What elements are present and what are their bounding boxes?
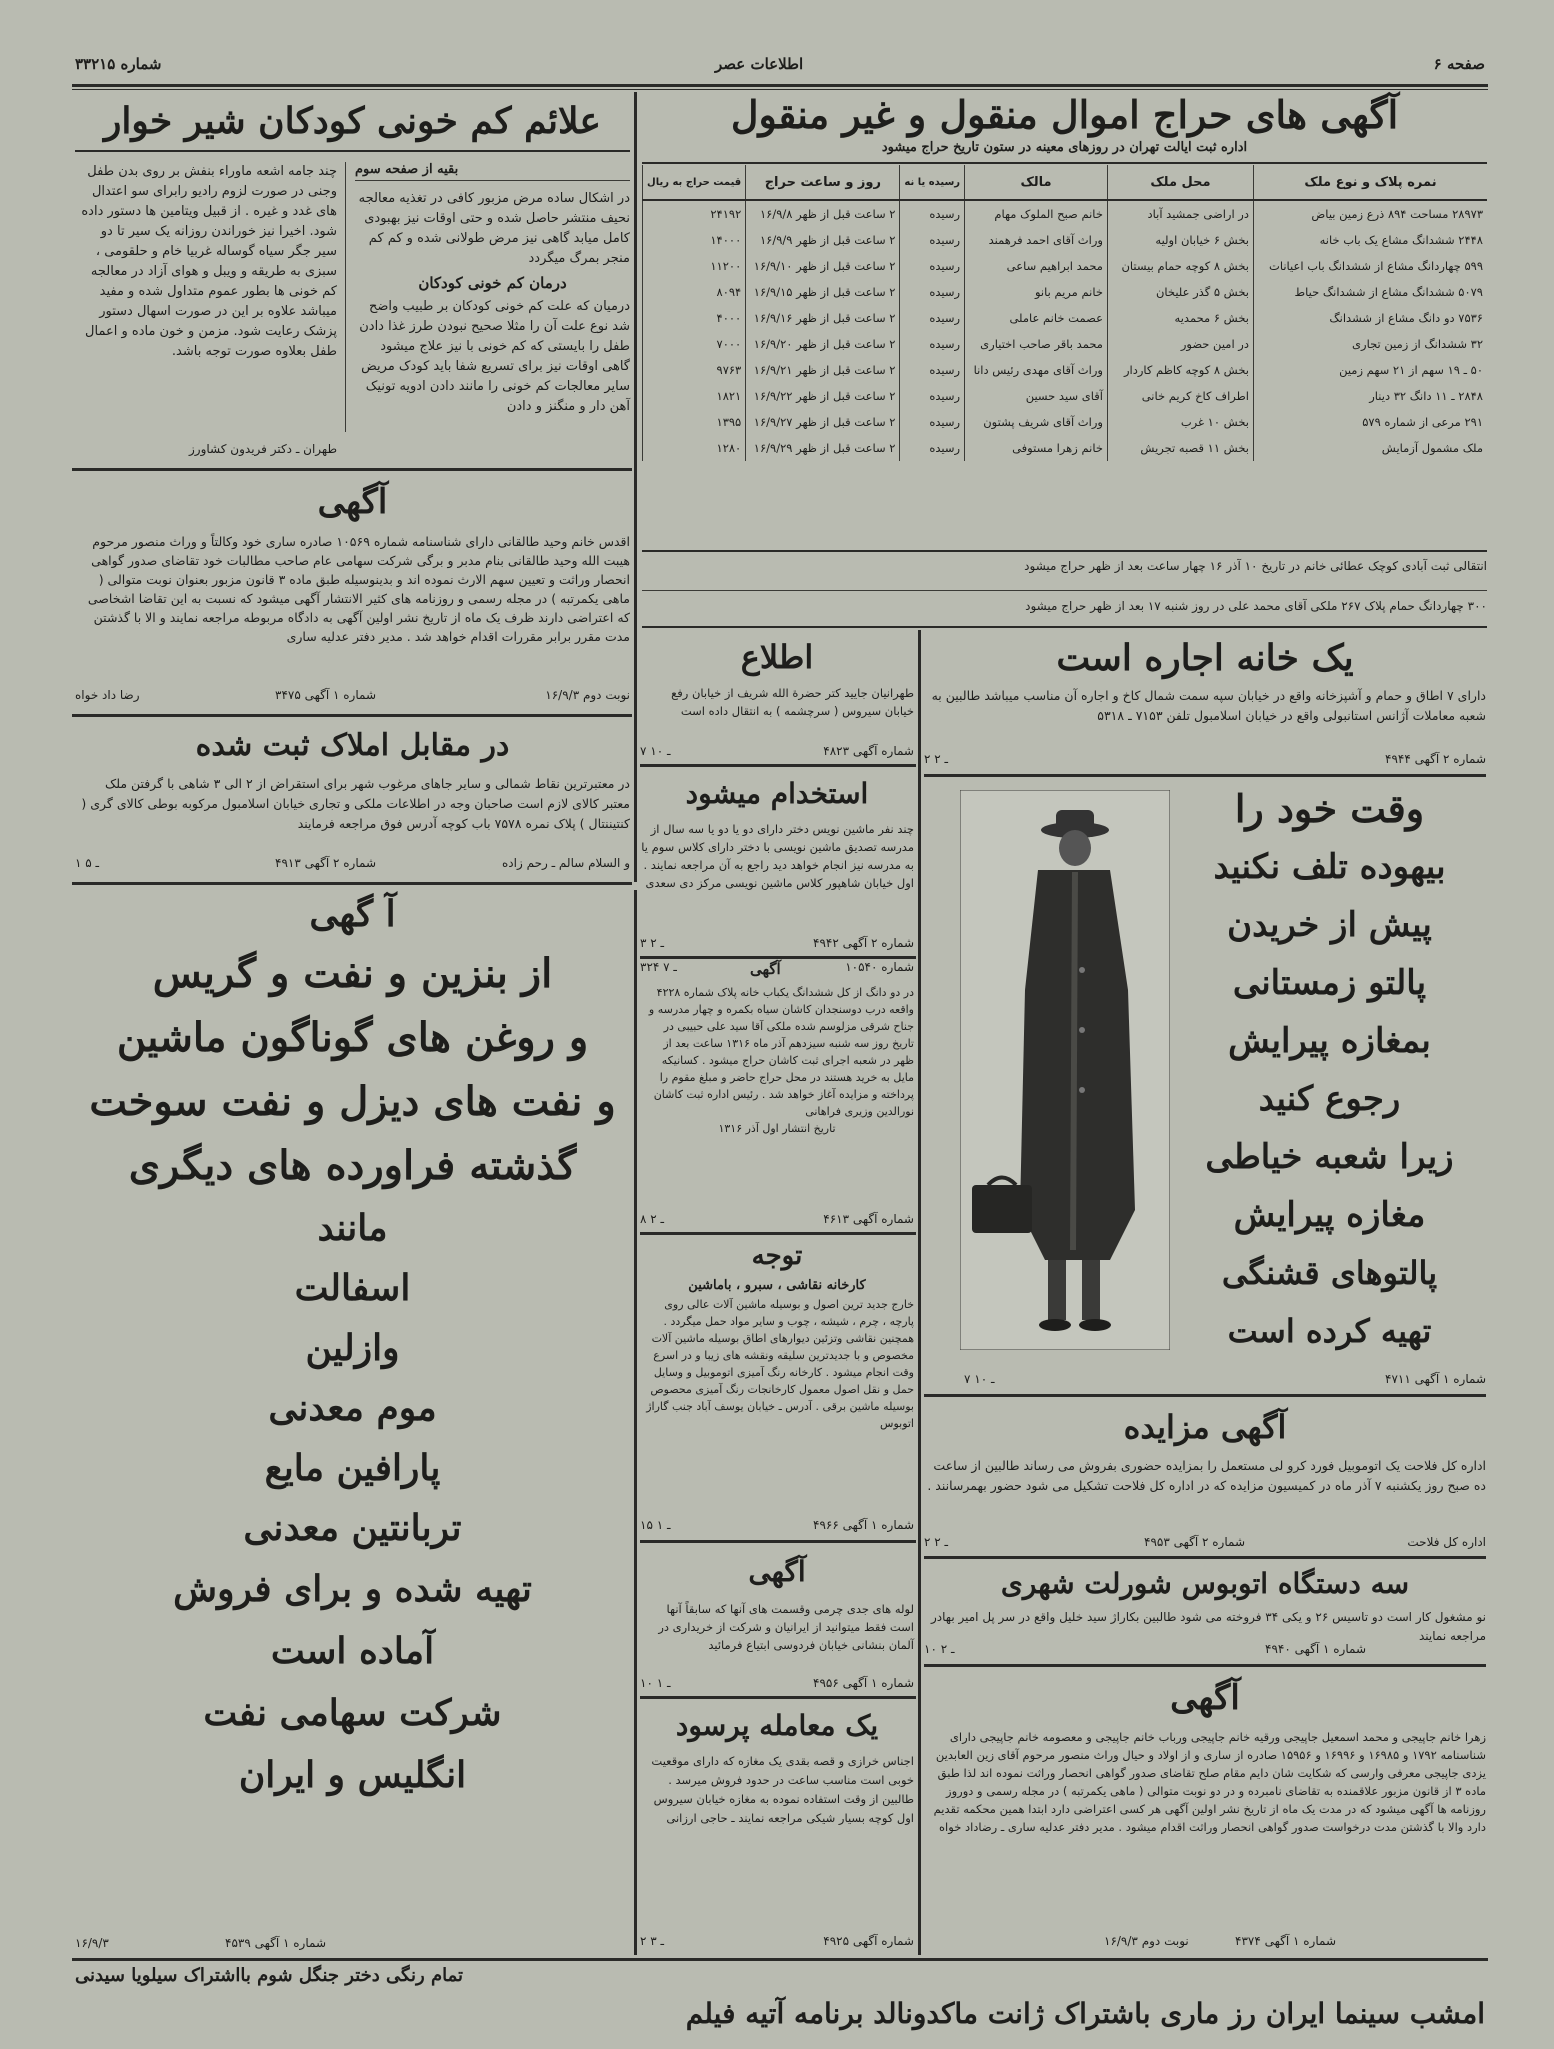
petroleum-line: از بنزین و نفت و گریس <box>152 950 553 997</box>
attention-body: خارج جدید ترین اصول و بوسیله ماشین آلات عالی روی پارچه ، چرم ، شیشه ، چوب و سایر مواد حمل میگردد . همچنین نقاشی وتزئین دیوارهای اطاق بوسیله ماشین آلات مخصوص و با جدیدترین سلیقه ونقشه های زیبا و در اسرع وقت انجام میشود . کارخانه رنگ آمیزی اتوموبیل و وسایل حمل و نقل اصول معمول کارخانجات رنگ آمیزی محصوص بوسیله ماشین برقی . آدرس ـ خیابان یوسف آباد جنب گاراژ اتوبوس <box>646 1298 914 1430</box>
bus-footer-right: شماره ۱ آگهی ۴۹۴۰ <box>1265 1642 1366 1656</box>
registered-ad <box>75 718 630 878</box>
notice-4-footer-right: شماره ۱ آگهی ۴۳۷۴ <box>1235 1934 1336 1948</box>
house-rent-footer-left: ۲ ـ ۲ <box>924 752 949 766</box>
col-header: نمره پلاک و نوع ملک <box>1253 165 1487 200</box>
table-row: ۲۸۹۷۳ مساحت ۸۹۴ ذرع زمین بیاض در اراضی جمشید آباد خانم صبح الملوک مهام رسیده ۲ ساعت قبل از ظهر ۱۶/۹/۸ ۲۴۱۹۲ <box>643 200 1488 227</box>
bus-title: سه دستگاه اتوبوس شورلت شهری <box>1000 1567 1410 1600</box>
auction-2-body: اداره کل فلاحت یک اتوموبیل فورد کرو لی مستعمل را بمزایده حضوری بفروش می رساند طالبین از ساعت ده صبح روز یکشنبه ۷ آذر ماه در کمیسیون مزایده که در اداره کل فلاحت تشکیل می شود حضور بهمرسانند . <box>927 1458 1486 1493</box>
notice-4 <box>924 1668 1486 1952</box>
petroleum-line: وازلین <box>305 1327 400 1369</box>
hiring-footer-right: شماره ۲ آگهی ۴۹۴۲ <box>813 936 914 950</box>
auction-title: آگهی های حراج اموال منقول و غیر منقول <box>730 92 1399 137</box>
house-rent-body: دارای ۷ اطاق و حمام و آشپزخانه واقع در خیابان سپه سمت شمال کاخ و اجاره آن مناسب میباشد طالبین به شعبه معاملات آژانس استانبولی واقع در خیابان اسلامبول تلفن ۷۱۵۳ ـ ۵۳۱۸ <box>931 688 1486 723</box>
notice-4-footer-left: نوبت دوم ۱۶/۹/۳ <box>1104 1934 1189 1948</box>
ettela-body: طهرانیان جایید کتر حضرة الله شریف از خیابان رفع خیابان سیروس ( سرچشمه ) به انتقال داده است <box>671 686 914 718</box>
coat-line: تهیه کرده است <box>1227 1312 1432 1350</box>
notice-1-footer-left: رضا داد خواه <box>75 688 140 702</box>
coat-line: رجوع کنید <box>1258 1079 1401 1119</box>
coat-line: بیهوده تلف نکنید <box>1213 847 1446 887</box>
hiring-footer-left: ۳ ـ ۲ <box>640 936 665 950</box>
auction-footer-1: انتقالی ثبت آبادی کوچک عطائی خانم در تاریخ ۱۰ آذر ۱۶ چهار ساعت بعد از ظهر حراج میشود <box>1024 559 1487 573</box>
coat-line: پالتو زمستانی <box>1232 963 1427 1003</box>
infant-title: علائم کم خونی کودکان شیر خوار <box>75 92 630 152</box>
coat-figure <box>960 790 1170 1350</box>
cinema-banner <box>75 1962 1485 2042</box>
attention-footer-right: شماره ۱ آگهی ۴۹۶۶ <box>813 1518 914 1532</box>
issue-number: شماره ۳۳۲۱۵ <box>75 55 162 73</box>
notice-2-date: تاریخ انتشار اول آذر ۱۳۱۶ <box>718 1122 836 1135</box>
col-header: محل ملک <box>1107 165 1253 200</box>
coat-line: پالتوهای قشنگی <box>1221 1254 1438 1292</box>
petroleum-line: تربانتین معدنی <box>243 1507 462 1549</box>
notice-3 <box>640 1544 914 1694</box>
infant-col1: چند جامه اشعه ماوراء بنفش بر روی بدن طفل وجنی در صورت لزوم رادیو رابرای سو اعتدال های غدد و غیره . از قبیل ویتامین ها دستور داده شود. اخیرا نیز خوراندن روزانه یک سیر تا دو سیر جگر سیاه گوساله غربیا خام و حلقومی ، سبزی به طریقه و ویبل و هوای آزاد در معالجه کم خونی ها بطور عموم متداول شده و مفید میباشد علاوه بر این در صورت اسهال دستور پزشک رعایت شود. مزمن و خون ماده و اعمال طفل بعلاوه صورت توجه باشد. <box>81 164 337 359</box>
masthead-rule-2 <box>72 89 1488 90</box>
coat-ad <box>1172 780 1487 1370</box>
house-rent-title: یک خانه اجاره است <box>1056 637 1354 679</box>
registered-title: در مقابل املاک ثبت شده <box>195 728 510 763</box>
notice-2-body: در دو دانگ از کل ششدانگ یکباب خانه پلاک شماره ۴۲۲۸ واقعه درب دوسنجدان کاشان سیاه بکمره و چهار مدرسه و جناح شرقی مزلوسم شده ملکی آقا سید علی حبیبی در تاریخ روز سه شنبه سیزدهم آذر ماه ۱۳۱۶ ساعت بعد از ظهر در شعبه اجرای ثبت کاشان حراج میشود . کسانیکه مایل به خرید هستند در محل حراج حاضر و مبلغ مقوم را پرداخته و مزایده آغاز خواهد شد . رئیس اداره ثبت کاشان نورالدین وزیری فراهانی <box>648 986 914 1118</box>
infant-col2: در اشکال ساده مرض مزبور کافی در تغذیه معالجه نحیف منتشر حاصل شده و حتی اوقات نیز بهبودی کامل میابد گاهی نیز مرض طولانی شده و کم کم منجر بمرگ میگردد <box>358 191 630 266</box>
petroleum-line: انگلیس و ایران <box>238 1754 467 1796</box>
table-row: ملک مشمول آزمایش بخش ۱۱ قصبه تجریش خانم زهرا مستوفی رسیده ۲ ساعت قبل از ظهر ۱۶/۹/۲۹ ۱۲۸۰ <box>643 435 1488 461</box>
petroleum-title: آ گهی <box>309 893 396 935</box>
notice-1-footer-right: نوبت دوم ۱۶/۹/۳ <box>545 688 630 702</box>
house-rent-footer-right: شماره ۲ آگهی ۴۹۴۴ <box>1385 752 1486 766</box>
attention-subtitle: کارخانه نقاشی ، سبرو ، باماشین <box>688 1278 866 1293</box>
auction-2-title: آگهی مزایده <box>1123 1408 1287 1446</box>
col-rule-3 <box>918 630 921 1955</box>
notice-2 <box>640 960 914 1230</box>
ettela-ad <box>640 630 914 762</box>
col-rule-2 <box>634 890 637 1955</box>
auction-bottom-rule <box>642 550 1487 552</box>
auction-2-footer-left: ۲ ـ ۲ <box>924 1535 949 1549</box>
petroleum-line: مانند <box>317 1207 388 1249</box>
table-row: ۲۴۴۸ ششدانگ مشاع یک باب خانه بخش ۶ خیابان اولیه وراث آقای احمد فرهمند رسیده ۲ ساعت قبل از ظهر ۱۶/۹/۹ ۱۴۰۰۰ <box>643 227 1488 253</box>
auction-2-ad <box>924 1398 1486 1553</box>
table-row: ۲۸۴۸ ـ ۱۱ دانگ ۳۲ دینار اطراف کاخ کریم خانی آقای سید حسین رسیده ۲ ساعت قبل از ظهر ۱۶/۹/۲۲ ۱۸۲۱ <box>643 383 1488 409</box>
notice-2-header-right: شماره ۱۰۵۴۰ <box>845 960 914 974</box>
hiring-ad <box>640 768 914 954</box>
col-header: قیمت حراج به ریال <box>643 165 746 200</box>
petroleum-line: آماده است <box>270 1630 435 1672</box>
notice-1 <box>75 472 630 712</box>
dealer-body: اجناس خرازی و قصه بقدی یک مغازه که دارای موقعیت خوبی است مناسب ساعت در حدود فروش میرسد . طالبین از وقت استفاده نموده به مغازه خیابان سیروس اول کوچه بسیار شیکی مراجعه نمایند ـ حاجی ارزانی <box>651 1754 914 1825</box>
notice-2-header-mid: آگهی <box>750 960 781 978</box>
infant-col2b: درمیان که علت کم خونی کودکان بر طبیب واضح شد نوع علت آن را مثلا صحیح نبودن طرز غذا دادن طفل را بایستی که کم خونی با نیز علاج میشود گاهی اوقات نیز برای تسریع شفا باید کودک مریض سایر معالجات کم خونی را مانند دادن ادویه تونیک آهن دار و منگنز و دادن <box>359 299 630 414</box>
auction-2-footer-right: اداره کل فلاحت <box>1407 1535 1486 1549</box>
table-row: ۲۹۱ مرعی از شماره ۵۷۹ بخش ۱۰ غرب وراث آقای شریف پشتون رسیده ۲ ساعت قبل از ظهر ۱۶/۹/۲۷ ۱۳۹۵ <box>643 409 1488 435</box>
infant-article <box>75 92 630 462</box>
dealer-footer-right: شماره آگهی ۴۹۲۵ <box>823 1934 914 1948</box>
registered-body: در معتبرترین نقاط شمالی و سایر جاهای مرغوب شهر برای استقراض از ۲ الی ۳ شاهی با گرفتن ملک معتبر کالای لازم است صاحبان وجه در اطلاعات ملکی و تجاری خیابان اسلامبول مرکوبه بوطی کالای گری ( کنتیننتال ) پلاک نمره ۷۵۷۸ باب کوچه آدرس فوق مراجعه فرمایند <box>81 776 630 831</box>
dealer-title: یک معامله پرسود <box>675 1709 879 1742</box>
notice-1-body: اقدس خانم وحید طالقانی دارای شناسنامه شماره ۱۰۵۶۹ صادره ساری خود وکالتاً و وراث منصور مرحوم هیبت الله وحید طالقانی بنام مدبر و برگی شرکت سهامی عام صاحب مطالبات خود تقاضای صدور گواهی انحصار وراثت و تعیین سهم الارث نموده اند و بدینوسیله طبق ماده ۳ قانون مزبور بعنوان نوبت متوالی ( ماهی یکمرتبه ) در مجله رسمی و روزنامه های کثیر الانتشار آگهی میشود که نسبت به این تقاضا اشخاصی که اعتراضی دارند ظرف یک ماه از تاریخ نشر اولین آگهی به دادگاه مربوطه مراجعه نمایند و الا با گذشتن مدت مقرر برابر مقررات اقدام خواهد شد . مدیر دفتر عدلیه ساری <box>87 534 630 644</box>
treatment-title: درمان کم خونی کودکان <box>418 274 567 292</box>
notice-4-title: آگهی <box>1170 1678 1240 1718</box>
cinema-big: امشب سینما ایران رز ماری باشتراک ژانت ماکدونالد برنامه آتیه فیلم <box>685 1997 1485 2030</box>
petroleum-ad <box>75 886 630 1956</box>
dealer-ad <box>640 1700 914 1952</box>
bus-ad <box>924 1560 1486 1660</box>
petroleum-line: پارافین مایع <box>264 1447 441 1489</box>
house-rent-ad <box>924 630 1486 770</box>
attention-ad <box>640 1236 914 1536</box>
notice-1-title: آگهی <box>317 482 388 522</box>
registered-footer-right: ۱ ـ ۵ <box>75 856 100 870</box>
ettela-title: اطلاع <box>740 638 814 676</box>
hiring-title: استخدام میشود <box>685 777 869 810</box>
notice-3-body: لوله های جدی چرمی وقسمت های آنها که سابقاً آنها است فقط میتوانید از ایرانیان و شرکت از خریداری در آلمان بنشانی خیابان فردوسی ابتیاع فرمائید <box>658 1602 914 1652</box>
cinema-top-rule <box>72 1958 1488 1961</box>
auction-subtitle: اداره ثبت ایالت تهران در روزهای معینه در ستون تاریخ حراج میشود <box>881 140 1248 155</box>
masthead-rule <box>72 84 1488 87</box>
notice-2-header-left: ۳۲۴ ـ ۷ <box>640 960 677 974</box>
hiring-body: چند نفر ماشین نویس دختر دارای دو یا دو یا سه سال از مدرسه تصدیق ماشین نویسی با دختر دارای کلاس سوم یا به مدرسه نیز انجام خواهد دید راجع به آن مراجعه نمایند . اول خیابان شاهپور کلاس ماشین نویسی مرکز دی سعدی <box>641 822 914 890</box>
col-header: رسیده یا نه <box>900 165 965 200</box>
col-header: روز و ساعت حراج <box>746 165 900 200</box>
notice-3-title: آگهی <box>748 1555 806 1588</box>
auction-section <box>642 92 1487 542</box>
table-row: ۵۹۹ چهاردانگ مشاع از ششدانگ باب اعیانات بخش ۸ کوچه حمام بیستان محمد ابراهیم ساعی رسیده ۲ ساعت قبل از ظهر ۱۶/۹/۱۰ ۱۱۲۰۰ <box>643 253 1488 279</box>
coat-line: مغازه پیرایش <box>1233 1195 1426 1235</box>
notice-3-footer-left: ۱۰ ـ ۱ <box>640 1676 671 1690</box>
petroleum-line: اسفالت <box>294 1267 411 1309</box>
petroleum-footer-left: شماره ۱ آگهی ۴۵۳۹ <box>225 1936 326 1950</box>
coat-footer-left: ۷ ـ ۱۰ <box>964 1372 995 1386</box>
col-header: مالک <box>965 165 1108 200</box>
bus-footer-left: ۱۰ ـ ۲ <box>924 1642 955 1656</box>
coat-line: زیرا شعبه خیاطی <box>1205 1137 1454 1177</box>
petroleum-footer-right: ۱۶/۹/۳ <box>75 1936 109 1950</box>
masthead <box>75 55 1485 79</box>
infant-author: طهران ـ دکتر فریدون کشاورز <box>189 442 337 456</box>
notice-2-footer-left: ۸ ـ ۲ <box>640 1212 665 1226</box>
coat-footer-right: شماره ۱ آگهی ۴۷۱۱ <box>1385 1372 1486 1386</box>
ettela-footer-right: شماره آگهی ۴۸۲۳ <box>823 744 914 758</box>
auction-table <box>642 165 1487 461</box>
auction-footer-2: ۳۰۰ چهاردانگ حمام پلاک ۲۶۷ ملکی آقای محمد علی در روز شنبه ۱۷ بعد از ظهر حراج میشود <box>1025 599 1487 613</box>
table-row: ۷۵۳۶ دو دانگ مشاع از ششدانگ بخش ۶ محمدیه عصمت خانم عاملی رسیده ۲ ساعت قبل از ظهر ۱۶/۹/۱۶ ۴۰۰۰ <box>643 305 1488 331</box>
petroleum-line: گذشته فراورده های دیگری <box>128 1142 577 1189</box>
dealer-footer-left: ۲ ـ ۳ <box>640 1934 665 1948</box>
petroleum-line: و نفت های دیزل و نفت سوخت <box>89 1078 616 1125</box>
attention-footer-left: ۱۵ ـ ۱ <box>640 1518 671 1532</box>
col-rule-1 <box>634 92 637 882</box>
page-number: صفحه ۶ <box>1433 55 1485 73</box>
paper-name: اطلاعات عصر <box>715 55 804 73</box>
table-row: ۵۰۷۹ ششدانگ مشاع از ششدانگ حیاط بخش ۵ گذر علیخان خانم مریم بانو رسیده ۲ ساعت قبل از ظهر ۱۶/۹/۱۵ ۸۰۹۴ <box>643 279 1488 305</box>
notice-2-footer-right: شماره آگهی ۴۶۱۳ <box>823 1212 914 1226</box>
coat-line: وقت خود را <box>1234 786 1425 831</box>
petroleum-line: شرکت سهامی نفت <box>203 1692 502 1734</box>
auction-2-footer-mid: شماره ۲ آگهی ۴۹۵۳ <box>1144 1535 1245 1549</box>
table-row: ۳۲ ششدانگ از زمین تجاری در امین حضور محمد باقر صاحب اختیاری رسیده ۲ ساعت قبل از ظهر ۱۶/۹/۲۰ ۷۰۰۰ <box>643 331 1488 357</box>
continued-note: بقیه از صفحه سوم <box>355 160 630 181</box>
man-in-coat-illustration <box>960 790 1170 1350</box>
notice-4-body: زهرا خانم جاپیجی و محمد اسمعیل جاپیجی ورقیه خانم جاپیجی ورباب خانم جاپیجی و معصومه خانم جاپیجی دارای شناسنامه ۱۷۹۲ و ۱۶۹۸۵ و ۱۶۹۹۶ و ۱۵۹۵۶ صادره از ساری و از اولاد و حیال وراث منصور مرحوم آقای زین العابدین یزدی جاپیجی معرفی وارسی که شکایت شان دایم مقام صلح تقاضای صدور گواهی انحصار وراثت نموده اند لذا طبق ماده ۳ از قانون مزبور علاقمنده به تقاضای نامبرده و در دو نوبت متوالی ( ماهی یکمرتبه ) در مجله رسمی و دوروز روزنامه ها آگهی میشود که در مدت یک ماه از تاریخ نشر اولین آگهی هر کسی اعتراضی دارد ابتدا همین محکمه تقدیم دارد والا با گذشتن مدت درخواست صدور گواهی انحصار وراثت اقدام میشود . مدیر دفتر عدلیه ساری ـ رضاداد خواه <box>933 1730 1486 1834</box>
coat-line: بمغازه پیرایش <box>1228 1021 1431 1061</box>
attention-title: توجه <box>751 1241 803 1271</box>
petroleum-line: و روغن های گوناگون ماشین <box>116 1014 589 1061</box>
bus-body: نو مشغول کار است دو تاسیس ۲۶ و یکی ۳۴ فروخته می شود طالبین بکاراژ سید خلیل واقع در سر پل امیر بهادر مراجعه نمایند <box>931 1610 1486 1643</box>
petroleum-line: موم معدنی <box>268 1387 437 1429</box>
petroleum-line: تهیه شده و برای فروش <box>173 1568 532 1610</box>
table-row: ۵۰ ـ ۱۹ سهم از ۲۱ سهم زمین بخش ۸ کوچه کاظم کاردار وراث آقای مهدی رئیس دانا رسیده ۲ ساعت قبل از ظهر ۱۶/۹/۲۱ ۹۷۶۳ <box>643 357 1488 383</box>
registered-footer-left: و السلام سالم ـ رحم زاده <box>502 856 630 870</box>
cinema-small: تمام رنگی دختر جنگل شوم بااشتراک سیلویا سیدنی <box>75 1965 464 1986</box>
registered-footer-mid: شماره ۲ آگهی ۴۹۱۳ <box>275 856 376 870</box>
notice-1-footer-mid: شماره ۱ آگهی ۳۴۷۵ <box>275 688 376 702</box>
notice-3-footer-right: شماره ۱ آگهی ۴۹۵۶ <box>813 1676 914 1690</box>
ettela-footer-left: ۷ ـ ۱۰ <box>640 744 671 758</box>
coat-line: پیش از خریدن <box>1227 905 1432 945</box>
